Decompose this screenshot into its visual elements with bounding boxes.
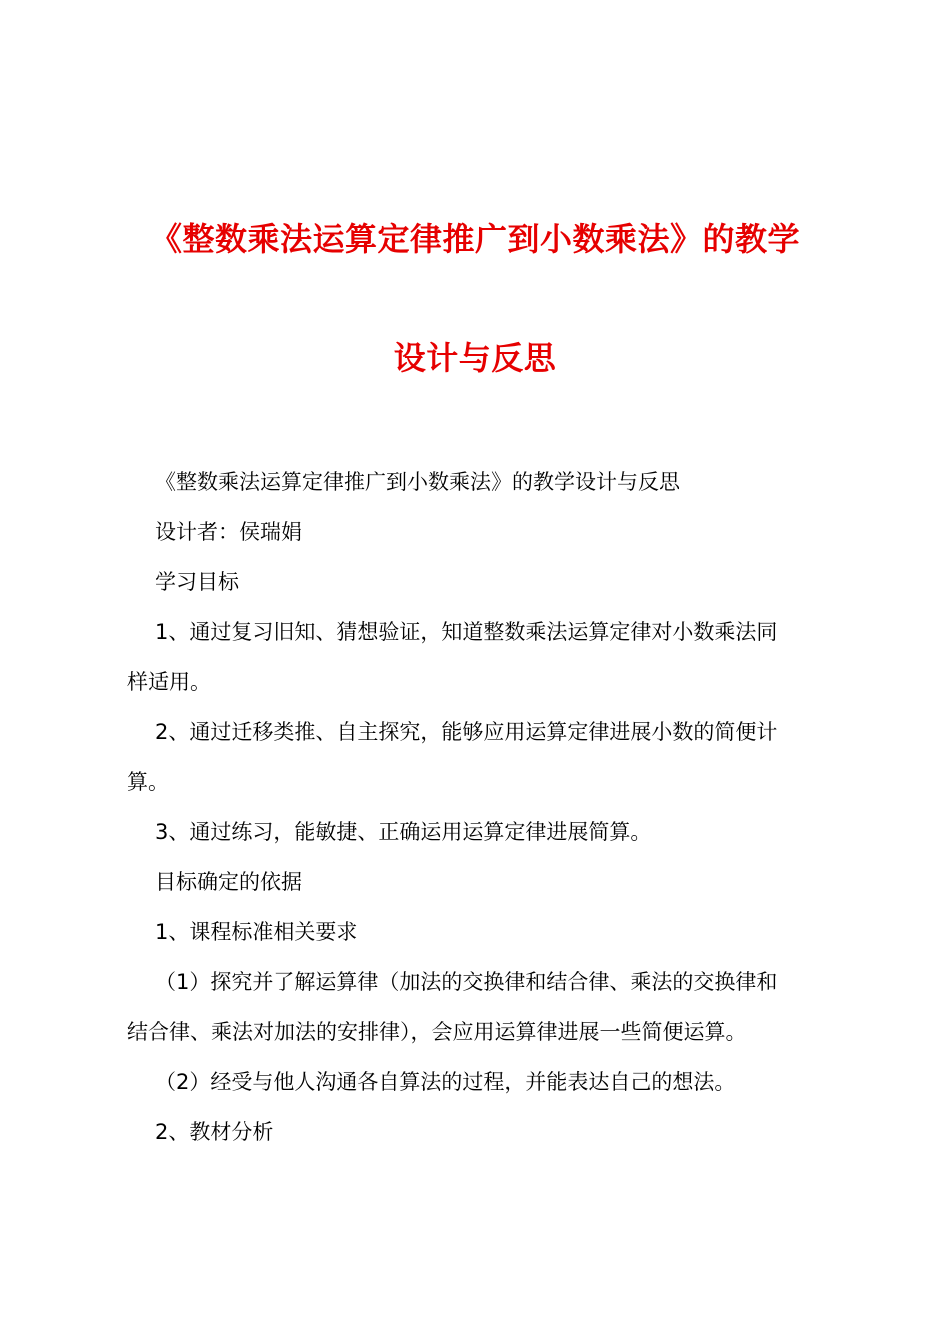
goal-2-line-2: 算。	[127, 770, 169, 794]
goal-1-line-2: 样适用。	[127, 670, 211, 694]
basis-1-heading: 1、课程标准相关要求	[155, 920, 358, 944]
goal-1-line-1: 1、通过复习旧知、猜想验证，知道整数乘法运算定律对小数乘法同	[155, 620, 778, 644]
basis-2-heading: 2、教材分析	[155, 1120, 274, 1144]
subtitle-paragraph: 《整数乘法运算定律推广到小数乘法》的教学设计与反思	[155, 470, 680, 494]
section-heading-basis: 目标确定的依据	[155, 870, 302, 894]
basis-1-item-1-line-2: 结合律、乘法对加法的安排律），会应用运算律进展一些简便运算。	[127, 1020, 747, 1044]
document-title-line-2: 设计与反思	[393, 339, 557, 377]
basis-1-item-1-line-1: （1）探究并了解运算律（加法的交换律和结合律、乘法的交换律和	[155, 970, 778, 994]
document-title-line-1: 《整数乘法运算定律推广到小数乘法》的教学	[149, 220, 800, 258]
author-line: 设计者：侯瑞娟	[155, 520, 302, 544]
section-heading-goals: 学习目标	[155, 570, 239, 594]
goal-2-line-1: 2、通过迁移类推、自主探究，能够应用运算定律进展小数的简便计	[155, 720, 778, 744]
basis-1-item-2: （2）经受与他人沟通各自算法的过程，并能表达自己的想法。	[155, 1070, 736, 1094]
goal-3-paragraph: 3、通过练习，能敏捷、正确运用运算定律进展简算。	[155, 820, 652, 844]
